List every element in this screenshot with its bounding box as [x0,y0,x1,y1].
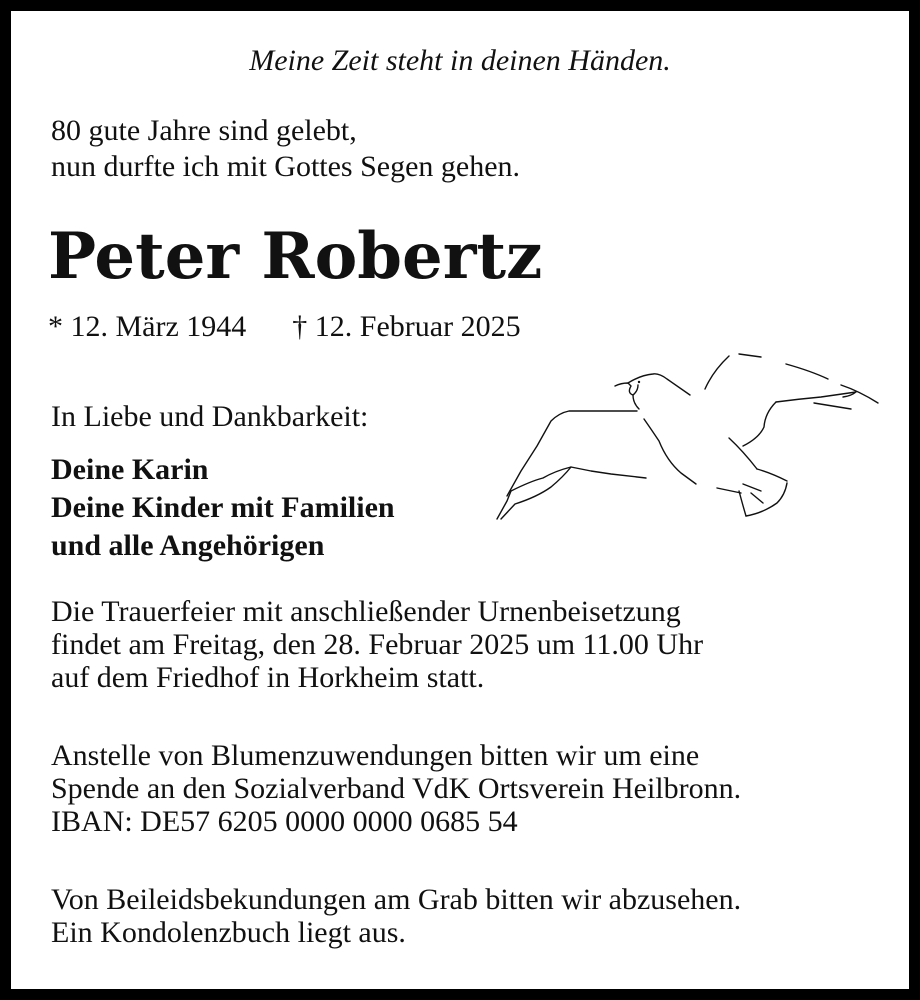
closing-line: Ein Kondolenzbuch liegt aus. [51,916,406,949]
seagull-icon [481,341,901,541]
verse-line: nun durfte ich mit Gottes Segen gehen. [51,150,521,183]
birth-date: * 12. März 1944 [48,310,247,343]
motto: Meine Zeit steht in deinen Händen. [249,44,671,77]
donation-line: Spende an den Sozialverband VdK Ortsverein Heilbronn. [51,772,742,805]
iban: IBAN: DE57 6205 0000 0000 0685 54 [51,805,518,838]
closing-line: Von Beileidsbekundungen am Grab bitten wir abzusehen. [51,883,742,916]
donation-info [51,739,741,838]
death-date: † 12. Februar 2025 [292,310,521,343]
donation-line: Anstelle von Blumenzuwendungen bitten wir um eine [51,739,700,772]
mourner: Deine Karin [51,453,209,486]
thanks-intro: In Liebe und Dankbarkeit: [51,400,369,433]
funeral-line: Die Trauerfeier mit anschließender Urnenbeisetzung [51,595,681,628]
obituary-notice [11,11,909,989]
deceased-name: Peter Robertz [48,219,543,294]
funeral-line: auf dem Friedhof in Horkheim statt. [51,661,485,694]
life-dates [48,309,521,345]
mourners-list [51,451,395,565]
verse [51,113,520,185]
closing-note [51,883,741,949]
mourner: Deine Kinder mit Familien [51,491,395,524]
verse-line: 80 gute Jahre sind gelebt, [51,114,357,147]
mourner: und alle Angehörigen [51,529,325,562]
funeral-line: findet am Freitag, den 28. Februar 2025 um 11.00 Uhr [51,628,704,661]
funeral-info [51,595,703,694]
